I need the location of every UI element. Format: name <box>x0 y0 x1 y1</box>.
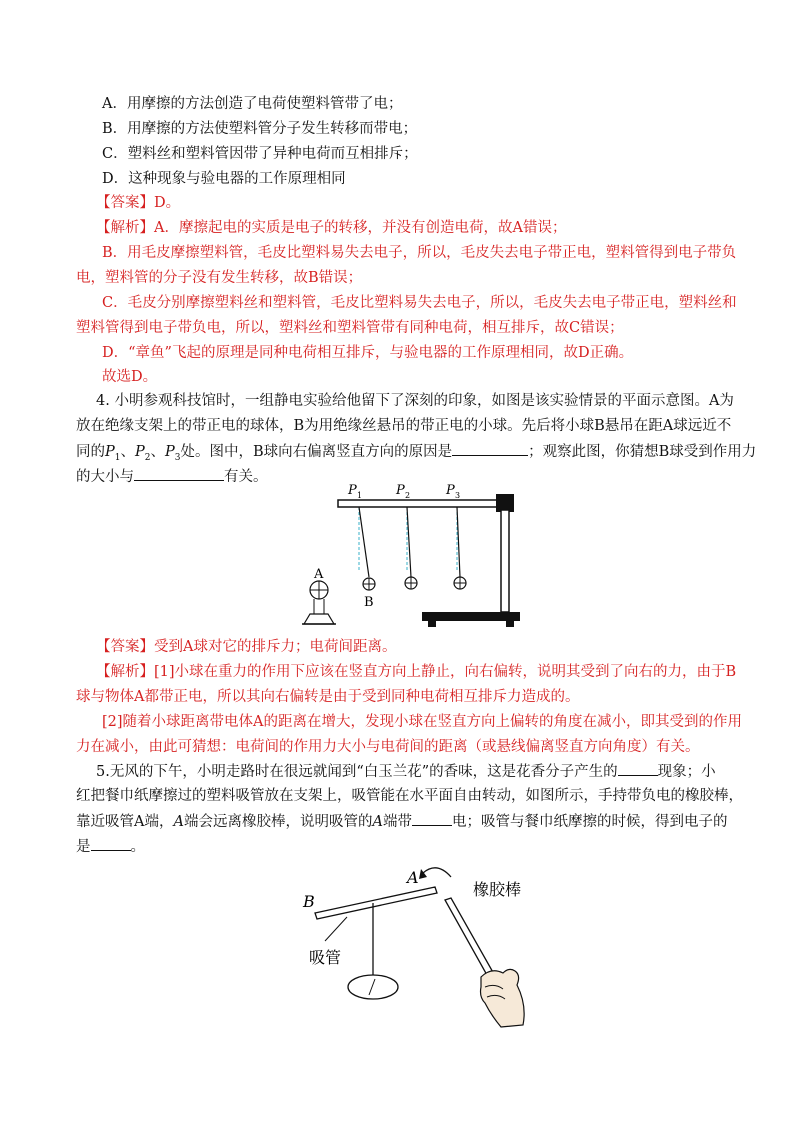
q4-p3: P <box>165 444 175 460</box>
base-foot-left <box>428 621 436 627</box>
q5-text-3e: 电；吸管与餐巾纸摩擦的时候，得到电子的 <box>451 814 728 830</box>
q3-answer <box>96 193 180 213</box>
straw-end-b-label: B <box>303 892 315 911</box>
q4-p1-sub: 1 <box>114 452 121 463</box>
ball-b-1 <box>363 578 375 590</box>
straw-end-a-label: A <box>407 868 419 887</box>
q5-text-3c: 端会远离橡胶棒，说明吸管的 <box>183 814 373 830</box>
q4-figure <box>300 480 540 630</box>
q4-stem-line-4 <box>76 466 268 487</box>
q4-analysis-text-1: [1]小球在重力的作用下应该在竖直方向上静止，向右偏转，说明其受到了向右的力，由于B <box>154 664 737 680</box>
q4-stem-line-1: 4. 小明参观科技馆时，一组静电实验给他留下了深刻的印象，如图是该实验情景的平面示意图。A为 <box>96 393 734 409</box>
q4-blank-1[interactable] <box>452 441 528 456</box>
q3-analysis-line-4: C．毛皮分别摩擦塑料丝和塑料管，毛皮比塑料易失去电子，所以，毛皮失去电子带正电，塑料丝和 <box>102 295 737 311</box>
q5-stem-line-3 <box>76 811 727 832</box>
q5-blank-3[interactable] <box>91 836 131 851</box>
stand-base <box>348 975 398 999</box>
hand <box>481 969 525 1027</box>
q4-p3-sub: 3 <box>174 452 181 463</box>
straw <box>315 887 437 919</box>
horizontal-bar <box>338 500 498 507</box>
q4-sep2: 、 <box>150 444 165 460</box>
q3-analysis-line-6: D．“章鱼”飞起的原理是同种电荷相互排斥，与验电器的工作原理相同，故D正确。 <box>102 345 634 361</box>
q3-analysis-text-1: A．摩擦起电的实质是电子的转移，并没有创造电荷，故A错误； <box>154 220 567 236</box>
q5-text-3b: 端， <box>144 814 174 830</box>
q5-stem-line-2: 红把餐巾纸摩擦过的塑料吸管放在支架上，吸管能在水平面自由转动，如图所示，手持带负电的橡胶棒， <box>76 788 743 804</box>
q5-text-3-a2: A <box>173 814 184 830</box>
q4-sep1: 、 <box>120 444 135 460</box>
base-foot-right <box>506 621 514 627</box>
ball-b-2 <box>405 577 417 589</box>
q5-text-4b: 。 <box>130 839 145 855</box>
q5-stem-line-1 <box>96 761 716 782</box>
q3-analysis-line-7: 故选D。 <box>102 369 158 385</box>
q5-stem-line-4 <box>76 836 145 857</box>
ball-b-label: B <box>364 595 374 610</box>
q4-text-4b: 有关。 <box>224 469 268 485</box>
q5-figure-svg <box>295 855 535 1035</box>
q3-analysis-line-2: B．用毛皮摩擦塑料管，毛皮比塑料易失去电子，所以，毛皮失去电子带正电，塑料管得到电子带负 <box>102 245 737 261</box>
rubber-rod-label: 橡胶棒 <box>473 880 522 899</box>
p3-sub: 3 <box>455 491 461 500</box>
q3-analysis-line-1 <box>96 218 566 238</box>
q4-p2-sub: 2 <box>144 452 151 463</box>
q5-blank-1[interactable] <box>618 761 658 776</box>
p2-sub: 2 <box>405 491 411 500</box>
q3-analysis-label: 【解析】 <box>96 220 154 236</box>
q4-stem-line-3 <box>76 441 756 468</box>
q4-p2: P <box>135 444 145 460</box>
q4-stem-line-2: 放在绝缘支架上的带正电的球体，B为用绝缘丝悬吊的带正电的小球。先后将小球B悬吊在距A球远近不 <box>76 418 732 434</box>
q4-text-3c: ；观察此图，你猜想B球受到作用力 <box>528 444 757 460</box>
straw-label: 吸管 <box>309 948 342 967</box>
q4-analysis-line-3: [2]随着小球距离带电体A的距离在增大，发现小球在竖直方向上偏转的角度在减小，即其受到的作用 <box>102 714 743 730</box>
q5-text-3a: 靠近吸管 <box>76 814 134 830</box>
p1-label: P <box>348 483 357 498</box>
q5-text-4a: 是 <box>76 839 91 855</box>
thread-2 <box>407 507 411 577</box>
q3-option-b: B．用摩擦的方法使塑料管分子发生转移而带电； <box>102 121 418 137</box>
q4-blank-2[interactable] <box>134 466 224 481</box>
q3-analysis-line-3: 电，塑料管的分子没有发生转移，故B错误； <box>76 270 363 286</box>
q5-text-1a: 5.无风的下午，小明走路时在很远就闻到“白玉兰花”的香味，这是花香分子产生的 <box>96 764 618 780</box>
q5-blank-2[interactable] <box>412 811 452 826</box>
rotation-arrow <box>423 868 451 877</box>
q4-analysis-line-1 <box>96 662 736 682</box>
q5-figure <box>295 855 535 1035</box>
q3-option-c: C．塑料丝和塑料管因带了异种电荷而互相排斥； <box>102 146 418 162</box>
p3-label: P <box>446 483 455 498</box>
thread-1 <box>359 507 369 577</box>
q3-option-a: A．用摩擦的方法创造了电荷使塑料管带了电； <box>102 96 403 112</box>
q4-figure-svg <box>300 480 540 630</box>
q4-answer <box>96 637 396 657</box>
straw-pointer-line <box>325 917 347 941</box>
q3-answer-label: 【答案】 <box>96 195 154 211</box>
q4-text-3b: 处。图中，B球向右偏离竖直方向的原因是 <box>180 444 453 460</box>
q5-text-3-a1: A <box>134 814 145 830</box>
q5-text-1b: 现象；小 <box>657 764 716 780</box>
p2-label: P <box>396 483 405 498</box>
base <box>422 612 520 621</box>
q4-analysis-line-4: 力在减小，由此可猜想：电荷间的作用力大小与电荷间的距离（或悬线偏离竖直方向角度）有关。 <box>76 739 700 755</box>
p1-sub: 1 <box>357 491 363 500</box>
sphere-a-stand <box>302 581 336 624</box>
q4-analysis-label: 【解析】 <box>96 664 154 680</box>
q5-text-3d: 端带 <box>382 814 412 830</box>
q3-answer-text: D。 <box>154 195 181 211</box>
q3-analysis-line-5: 塑料管得到电子带负电，所以，塑料丝和塑料管带有同种电荷，相互排斥，故C错误； <box>76 320 624 336</box>
q4-text-4a: 的大小与 <box>76 469 134 485</box>
q4-text-3a: 同的 <box>76 444 105 460</box>
q4-answer-text: 受到A球对它的排斥力；电荷间距离。 <box>154 639 397 655</box>
sphere-a-label: A <box>314 567 324 582</box>
q4-p1: P <box>105 444 115 460</box>
ball-b-3 <box>454 577 466 589</box>
q3-option-d: D．这种现象与验电器的工作原理相同 <box>102 171 346 187</box>
q4-answer-label: 【答案】 <box>96 639 154 655</box>
vertical-post <box>501 510 509 612</box>
q5-text-3-a3: A <box>372 814 383 830</box>
q4-analysis-line-2: 球与物体A都带正电，所以其向右偏转是由于受到同种电荷相互排斥力造成的。 <box>76 689 580 705</box>
